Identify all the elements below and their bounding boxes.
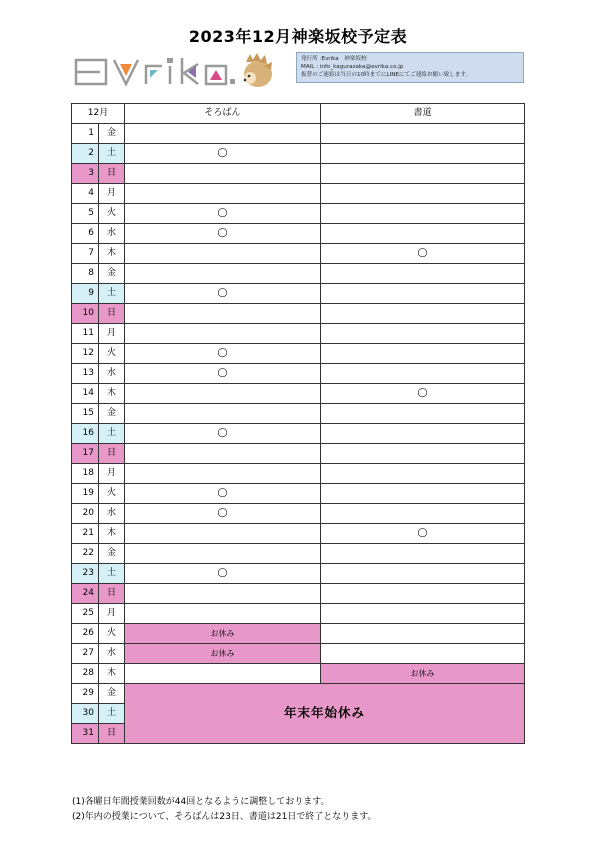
weekday-cell: 木 [99, 384, 125, 404]
month-header: 12月 [72, 104, 125, 124]
day-cell: 12 [72, 344, 99, 364]
day-cell: 26 [72, 624, 99, 644]
soroban-cell [125, 584, 321, 604]
shodo-class-mark: ◯ [321, 524, 525, 544]
day-cell: 2 [72, 144, 99, 164]
day-cell: 27 [72, 644, 99, 664]
weekday-cell: 土 [99, 284, 125, 304]
weekday-cell: 土 [99, 564, 125, 584]
shodo-cell [321, 644, 525, 664]
table-row [72, 264, 525, 284]
shodo-cell [321, 164, 525, 184]
soroban-cell [125, 464, 321, 484]
weekday-cell: 土 [99, 424, 125, 444]
table-row [72, 584, 525, 604]
weekday-cell: 水 [99, 364, 125, 384]
table-row [72, 324, 525, 344]
day-cell: 7 [72, 244, 99, 264]
soroban-class-mark: ◯ [125, 284, 321, 304]
soroban-cell [125, 444, 321, 464]
table-row [72, 604, 525, 624]
soroban-class-mark: ◯ [125, 204, 321, 224]
table-row [72, 344, 525, 364]
soroban-cell [125, 244, 321, 264]
day-cell: 9 [72, 284, 99, 304]
table-row [72, 524, 525, 544]
weekday-cell: 火 [99, 484, 125, 504]
day-cell: 20 [72, 504, 99, 524]
day-cell: 14 [72, 384, 99, 404]
day-cell: 18 [72, 464, 99, 484]
schedule-table [71, 103, 525, 744]
weekday-cell: 土 [99, 704, 125, 724]
day-cell: 11 [72, 324, 99, 344]
table-row [72, 424, 525, 444]
note-2: (2)年内の授業について、そろばんは23日、書道は21日で終了となります。 [72, 812, 377, 822]
soroban-class-mark: ◯ [125, 424, 321, 444]
day-cell: 24 [72, 584, 99, 604]
shodo-cell [321, 444, 525, 464]
shodo-off-cell: お休み [321, 664, 525, 684]
evrika-logo [74, 52, 276, 90]
info-publisher: 発行所 :Evrika 神楽坂校 [301, 56, 367, 62]
shodo-cell [321, 264, 525, 284]
shodo-cell [321, 284, 525, 304]
weekday-cell: 水 [99, 644, 125, 664]
shodo-cell [321, 124, 525, 144]
soroban-cell [125, 604, 321, 624]
table-row [72, 204, 525, 224]
info-transfer-note: 振替のご連絡は当日の10時までにLINEにてご連絡お願い致します。 [301, 72, 472, 79]
schedule-body [72, 124, 525, 744]
soroban-class-mark: ◯ [125, 564, 321, 584]
day-cell: 15 [72, 404, 99, 424]
day-cell: 23 [72, 564, 99, 584]
day-cell: 13 [72, 364, 99, 384]
page-title: 2023年12月神楽坂校予定表 [188, 27, 408, 46]
table-row [72, 644, 525, 664]
weekday-cell: 木 [99, 244, 125, 264]
soroban-class-mark: ◯ [125, 484, 321, 504]
table-row [72, 184, 525, 204]
day-cell: 22 [72, 544, 99, 564]
weekday-cell: 月 [99, 464, 125, 484]
soroban-cell [125, 304, 321, 324]
day-cell: 30 [72, 704, 99, 724]
soroban-cell [125, 544, 321, 564]
day-cell: 29 [72, 684, 99, 704]
table-row [72, 144, 525, 164]
info-mail: MAIL : info_kagurazaka@evrika.co.jp [301, 64, 404, 71]
weekday-cell: 日 [99, 444, 125, 464]
day-cell: 4 [72, 184, 99, 204]
day-cell: 1 [72, 124, 99, 144]
weekday-cell: 金 [99, 684, 125, 704]
notes [72, 795, 377, 825]
table-row [72, 564, 525, 584]
shodo-cell [321, 504, 525, 524]
table-row [72, 304, 525, 324]
soroban-cell [125, 664, 321, 684]
info-box [296, 52, 524, 83]
shodo-class-mark: ◯ [321, 384, 525, 404]
day-cell: 6 [72, 224, 99, 244]
shodo-cell [321, 584, 525, 604]
shodo-cell [321, 604, 525, 624]
note-1: (1)各曜日年間授業回数が44回となるように調整しております。 [72, 797, 330, 807]
weekday-cell: 金 [99, 544, 125, 564]
soroban-cell [125, 184, 321, 204]
shodo-cell [321, 364, 525, 384]
soroban-cell [125, 384, 321, 404]
shodo-cell [321, 184, 525, 204]
table-row [72, 464, 525, 484]
day-cell: 31 [72, 724, 99, 744]
day-cell: 5 [72, 204, 99, 224]
table-row [72, 544, 525, 564]
shodo-cell [321, 544, 525, 564]
day-cell: 25 [72, 604, 99, 624]
table-row [72, 164, 525, 184]
day-cell: 28 [72, 664, 99, 684]
soroban-class-mark: ◯ [125, 364, 321, 384]
table-row [72, 504, 525, 524]
table-row [72, 404, 525, 424]
shodo-cell [321, 404, 525, 424]
weekday-cell: 金 [99, 264, 125, 284]
day-cell: 3 [72, 164, 99, 184]
weekday-cell: 木 [99, 664, 125, 684]
day-cell: 21 [72, 524, 99, 544]
shodo-cell [321, 564, 525, 584]
shodo-header: 書道 [321, 104, 525, 124]
weekday-cell: 月 [99, 324, 125, 344]
weekday-cell: 日 [99, 164, 125, 184]
soroban-cell [125, 164, 321, 184]
shodo-cell [321, 204, 525, 224]
weekday-cell: 土 [99, 144, 125, 164]
soroban-class-mark: ◯ [125, 224, 321, 244]
shodo-cell [321, 624, 525, 644]
weekday-cell: 月 [99, 184, 125, 204]
weekday-cell: 日 [99, 304, 125, 324]
shodo-cell [321, 344, 525, 364]
soroban-off-cell: お休み [125, 644, 321, 664]
weekday-cell: 水 [99, 224, 125, 244]
shodo-cell [321, 464, 525, 484]
table-row [72, 244, 525, 264]
soroban-class-mark: ◯ [125, 144, 321, 164]
shodo-cell [321, 324, 525, 344]
shodo-cell [321, 224, 525, 244]
table-row [72, 364, 525, 384]
weekday-cell: 木 [99, 524, 125, 544]
weekday-cell: 日 [99, 584, 125, 604]
table-row [72, 444, 525, 464]
weekday-cell: 水 [99, 504, 125, 524]
soroban-class-mark: ◯ [125, 344, 321, 364]
soroban-cell [125, 264, 321, 284]
soroban-cell [125, 524, 321, 544]
soroban-class-mark: ◯ [125, 504, 321, 524]
day-cell: 19 [72, 484, 99, 504]
table-header-row [72, 104, 525, 124]
year-end-holiday-cell: 年末年始休み [125, 684, 525, 744]
day-cell: 8 [72, 264, 99, 284]
table-row [72, 124, 525, 144]
shodo-cell [321, 304, 525, 324]
table-row [72, 484, 525, 504]
weekday-cell: 金 [99, 404, 125, 424]
weekday-cell: 火 [99, 624, 125, 644]
soroban-off-cell: お休み [125, 624, 321, 644]
weekday-cell: 金 [99, 124, 125, 144]
shodo-class-mark: ◯ [321, 244, 525, 264]
table-row [72, 224, 525, 244]
table-row [72, 384, 525, 404]
table-row [72, 284, 525, 304]
weekday-cell: 火 [99, 344, 125, 364]
weekday-cell: 火 [99, 204, 125, 224]
table-row [72, 684, 525, 704]
weekday-cell: 月 [99, 604, 125, 624]
table-row [72, 664, 525, 684]
shodo-cell [321, 144, 525, 164]
table-row [72, 624, 525, 644]
soroban-cell [125, 324, 321, 344]
day-cell: 16 [72, 424, 99, 444]
day-cell: 17 [72, 444, 99, 464]
shodo-cell [321, 424, 525, 444]
day-cell: 10 [72, 304, 99, 324]
soroban-cell [125, 124, 321, 144]
shodo-cell [321, 484, 525, 504]
logo-graphic [74, 52, 276, 90]
soroban-cell [125, 404, 321, 424]
soroban-header: そろばん [125, 104, 321, 124]
weekday-cell: 日 [99, 724, 125, 744]
